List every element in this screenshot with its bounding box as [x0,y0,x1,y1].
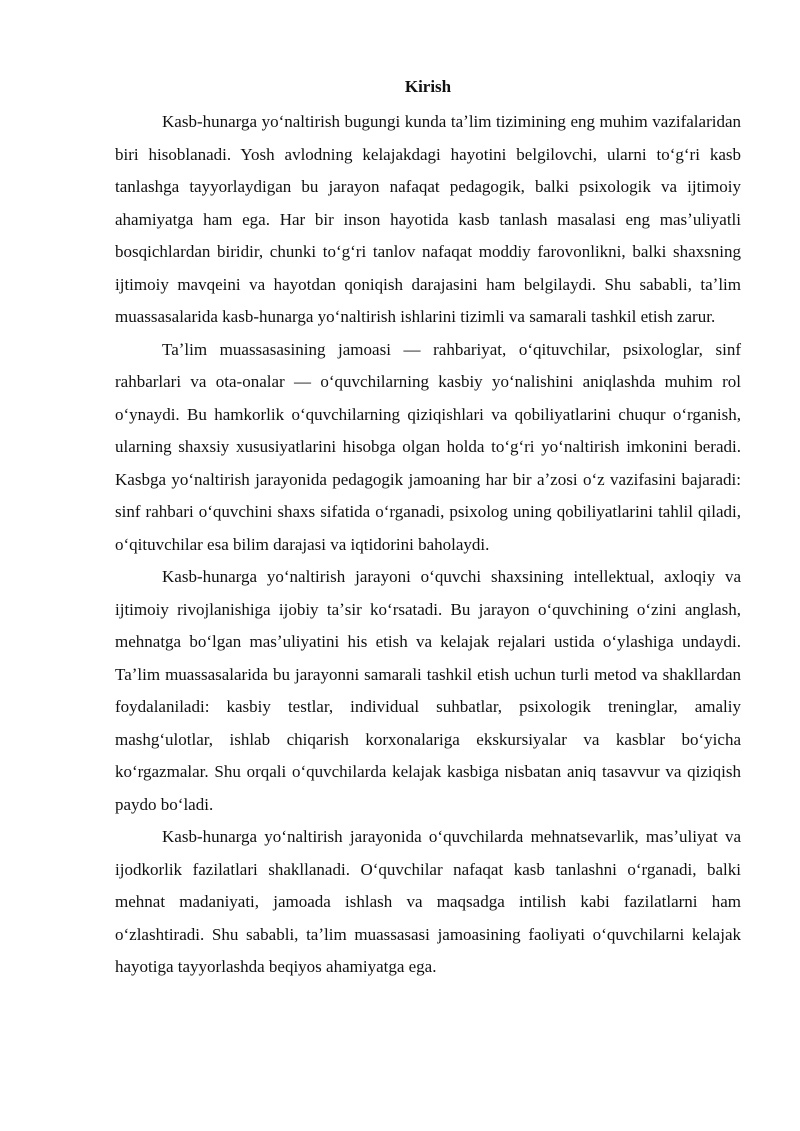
paragraph-process-impact: Kasb-hunarga yoʻnaltirish jarayoni oʻquvchi shaxsining intellektual, axloqiy va ijtimoiy rivojlanishiga ijobiy taʼsir koʻrsatadi. Bu jarayon oʻquvchining oʻzini anglash, mehnatga boʻlgan masʼuliyatini his etish va kelajak rejalari ustida oʻylashiga undaydi. Taʼlim muassasalarida bu jarayonni samarali tashkil etish uchun turli metod va shakllardan foydalaniladi: kasbiy testlar, individual suhbatlar, psixologik treninglar, amaliy mashgʻulotlar, ishlab chiqarish korxonalariga ekskursiyalar va kasblar boʻyicha koʻrgazmalar. Shu orqali oʻquvchilarda kelajak kasbiga nisbatan aniq tasavvur va qiziqish paydo boʻladi. [115,567,741,814]
paragraph-intro: Kasb-hunarga yoʻnaltirish bugungi kunda taʼlim tizimining eng muhim vazifalaridan biri hisoblanadi. Yosh avlodning kelajakdagi hayotini belgilovchi, ularni toʻgʻri kasb tanlashga tayyorlaydigan bu jarayon nafaqat pedagogik, balki psixologik va ijtimoiy ahamiyatga ham ega. Har bir inson hayotida kasb tanlash masalasi eng masʼuliyatli bosqichlardan biridir, chunki toʻgʻri tanlov nafaqat moddiy farovonlikni, balki shaxsning ijtimoiy mavqeini va hayotdan qoniqish darajasini ham belgilaydi. Shu sababli, taʼlim muassasalarida kasb-hunarga yoʻnaltirish ishlarini tizimli va samarali tashkil etish zarur. [115,112,741,326]
page-title: Kirish [404,77,452,96]
paragraph-team-role: Taʼlim muassasasining jamoasi — rahbariyat, oʻqituvchilar, psixologlar, sinf rahbarlari va ota-onalar — oʻquvchilarning kasbiy yoʻnalishini aniqlashda muhim rol oʻynaydi. Bu hamkorlik oʻquvchilarning qiziqishlari va qobiliyatlarini chuqur oʻrganish, ularning shaxsiy xususiyatlarini hisobga olgan holda toʻgʻri yoʻnaltirish imkonini beradi. Kasbga yoʻnaltirish jarayonida pedagogik jamoaning har bir aʼzosi oʻz vazifasini bajaradi: sinf rahbari oʻquvchini shaxs sifatida oʻrganadi, psixolog uning qobiliyatlarini tahlil qiladi, oʻqituvchilar esa bilim darajasi va iqtidorini baholaydi. [115,339,741,554]
document-body [115,76,741,984]
paragraph-conclusion: Kasb-hunarga yoʻnaltirish jarayonida oʻquvchilarda mehnatsevarlik, masʼuliyat va ijodkorlik fazilatlari shakllanadi. Oʻquvchilar nafaqat kasb tanlashni oʻrganadi, balki mehnat madaniyati, jamoada ishlash va maqsadga intilish kabi fazilatlarni ham oʻzlashtiradi. Shu sababli, taʼlim muassasasi jamoasining faoliyati oʻquvchilarni kelajak hayotiga tayyorlashda beqiyos ahamiyatga ega. [115,827,741,976]
